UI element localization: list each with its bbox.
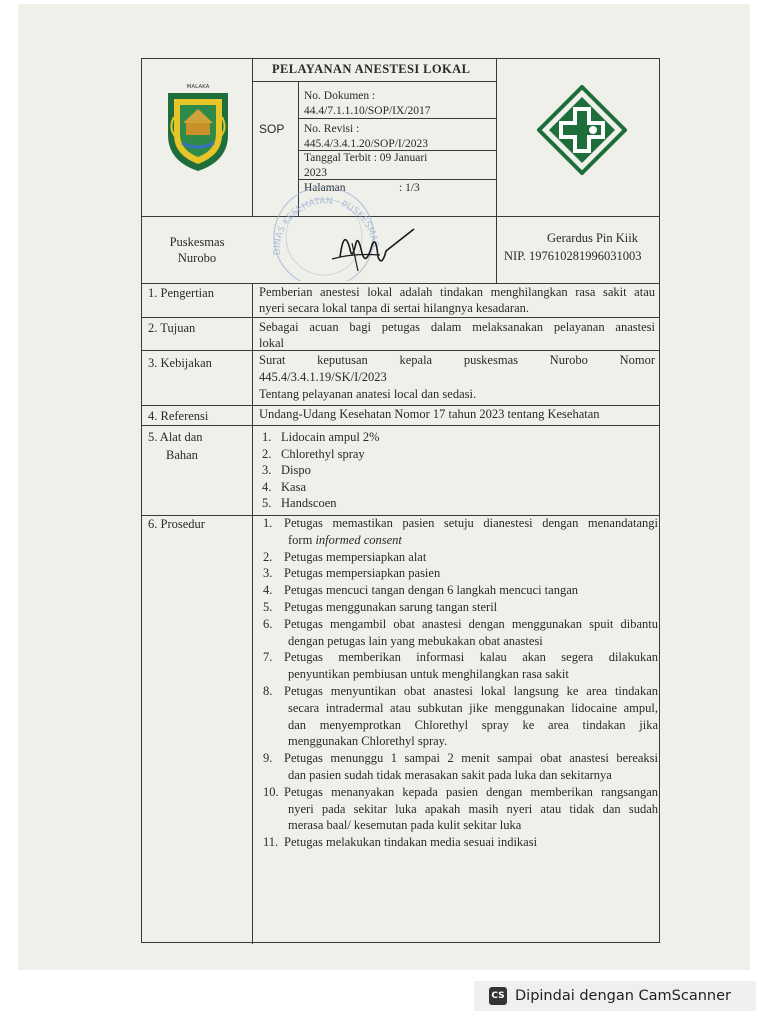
prosedur-step-line: Petugas melakukan tindakan media sesuai indikasi	[284, 835, 538, 850]
revision-value: 445.4/3.4.1.20/SOP/I/2023	[304, 138, 428, 150]
alat-item	[262, 495, 380, 512]
prosedur-step-emphasis: informed consent	[315, 532, 402, 547]
revision-label: No. Revisi :	[304, 123, 360, 135]
prosedur-step-number: 1.	[263, 516, 273, 530]
col-divider	[252, 59, 253, 216]
regency-emblem	[156, 77, 240, 175]
prosedur-step-line: Petugas menanyakan kepada pasien dengan memberikan rangsangan	[284, 784, 658, 799]
document-number	[304, 89, 431, 119]
signature-scribble	[322, 217, 422, 279]
row-divider	[142, 350, 659, 351]
prosedur-step-text: form	[288, 532, 316, 547]
prosedur-step-number: 8.	[263, 683, 273, 698]
prosedur-step-line: Petugas menunggu 1 sampai 2 menit sampai obat anastesi bereaksi	[284, 751, 658, 766]
section-label-alat-2: Bahan	[166, 448, 198, 462]
prosedur-step	[260, 683, 658, 750]
alat-item-number: 4.	[262, 479, 272, 494]
prosedur-step-line: nyeri pada sekitar luka apakah masih nyeri atau tidak dan sudah	[288, 801, 658, 816]
col-divider	[496, 59, 497, 283]
signer-name: Gerardus Pin Kiik	[547, 231, 638, 245]
stamp-text: DINAS KESEHATAN · PUSKESMAS	[272, 196, 380, 256]
alat-item-number: 2.	[262, 446, 272, 461]
health-cross-icon	[537, 85, 627, 175]
organization-line: Nurobo	[177, 250, 217, 265]
prosedur-step-number: 11.	[263, 835, 279, 850]
prosedur-step	[260, 834, 658, 851]
sop-document	[141, 58, 660, 943]
prosedur-step-number: 2.	[263, 549, 273, 564]
kebijakan-line: Surat keputusan kepala puskesmas Nurobo Nomor	[259, 353, 655, 367]
prosedur-list	[260, 515, 658, 851]
title-divider	[252, 81, 496, 82]
page-label: Halaman	[304, 182, 346, 194]
signer-nip: NIP. 197610281996031003	[504, 249, 642, 263]
alat-item-number: 3.	[262, 463, 272, 478]
prosedur-step-line: Petugas mempersiapkan pasien	[284, 566, 441, 581]
alat-item-number: 5.	[262, 496, 272, 511]
tujuan-line: lokal	[259, 336, 284, 350]
prosedur-step-number: 3.	[263, 566, 273, 581]
page-value: : 1/3	[399, 182, 420, 194]
alat-item	[262, 446, 380, 463]
section-label-referensi: 4. Referensi	[148, 409, 209, 423]
document-number-label: No. Dokumen :	[304, 90, 376, 102]
alat-item-text: Handscoen	[281, 496, 337, 511]
prosedur-step-line: Petugas menggunakan sarung tangan steril	[284, 599, 498, 614]
prosedur-step-line: merasa baal/ kesemutan pada kulit sekitar luka	[288, 818, 522, 833]
prosedur-step-number: 5.	[263, 599, 273, 614]
prosedur-step	[260, 549, 658, 566]
col-divider	[252, 283, 253, 944]
prosedur-step-number: 4.	[263, 583, 273, 598]
prosedur-step	[260, 750, 658, 784]
alat-list	[262, 429, 380, 512]
prosedur-step-line	[284, 532, 658, 549]
signature-icon	[322, 217, 422, 279]
prosedur-step	[260, 784, 658, 834]
section-label-pengertian: 1. Pengertian	[148, 286, 214, 300]
prosedur-step-line: menggunakan Chlorethyl spray.	[288, 734, 448, 749]
prosedur-step	[260, 515, 658, 549]
prosedur-step-number: 10.	[263, 784, 279, 799]
row-divider	[142, 425, 659, 426]
prosedur-step-number: 6.	[263, 616, 273, 631]
document-number-value: 44.4/7.1.1.10/SOP/IX/2017	[304, 105, 431, 117]
prosedur-step	[260, 649, 658, 683]
signature-divider	[142, 283, 659, 284]
alat-item	[262, 462, 380, 479]
camscanner-text: Dipindai dengan CamScanner	[515, 988, 732, 1004]
prosedur-step-number: 9.	[263, 751, 273, 766]
tujuan-line: Sebagai acuan bagi petugas dalam melaksanakan pelayanan anastesi	[259, 320, 655, 334]
prosedur-step	[260, 599, 658, 616]
alat-item	[262, 429, 380, 446]
organization-name	[166, 235, 228, 266]
prosedur-step-line: dengan petugas lain yang mebukakan obat anastesi	[288, 633, 543, 648]
section-label-tujuan: 2. Tujuan	[148, 321, 196, 335]
row-divider	[142, 317, 659, 318]
row-divider	[142, 405, 659, 406]
camscanner-logo-icon: CS	[489, 987, 507, 1005]
alat-item	[262, 479, 380, 496]
publish-date-label: Tanggal Terbit : 09 Januari	[304, 152, 428, 164]
pengertian-line: nyeri secara lokal tanpa di sertai hilangnya kesadaran.	[259, 301, 530, 315]
pengertian-line: Pemberian anestesi lokal adalah tindakan menghilangkan rasa sakit atau	[259, 285, 655, 299]
camscanner-watermark	[474, 981, 756, 1011]
section-label-kebijakan: 3. Kebijakan	[148, 356, 212, 370]
shield-logo-icon	[156, 77, 240, 175]
prosedur-step	[260, 565, 658, 582]
kebijakan-line: 445.4/3.4.1.19/SK/I/2023	[259, 370, 387, 384]
alat-item-number: 1.	[262, 430, 272, 444]
kebijakan-line: Tentang pelayanan anatesi local dan sedasi.	[259, 387, 477, 401]
sop-label: SOP	[259, 122, 285, 136]
prosedur-step-number: 7.	[263, 650, 273, 665]
prosedur-step-line: Petugas mempersiapkan alat	[284, 549, 427, 564]
prosedur-step-line: Petugas memberikan informasi kalau akan segera dilakukan	[284, 650, 658, 665]
prosedur-step-line: secara intradermal atau subkutan jike menggunakan lidocaine ampul,	[288, 700, 658, 715]
section-label-alat: 5. Alat dan	[148, 430, 203, 444]
organization-line: Puskesmas	[169, 235, 225, 249]
publish-date	[304, 151, 427, 180]
prosedur-step	[260, 616, 658, 650]
prosedur-step-line: penyuntikan pembiusan untuk menghilangkan rasa sakit	[288, 667, 569, 682]
prosedur-step-line: dan menyemprotkan Chlorethyl spray ke area tindakan jika	[288, 717, 658, 732]
publish-date-value: 2023	[304, 166, 327, 179]
prosedur-step-line: Petugas mengambil obat anastesi dengan menggunakan spuit dibantu	[284, 616, 658, 631]
referensi-line: Undang-Udang Kesehatan Nomor 17 tahun 2023 tentang Kesehatan	[259, 407, 600, 421]
prosedur-step-line: Petugas menyuntikan obat anastesi lokal langsung ke area tindakan	[284, 683, 658, 698]
prosedur-step-line: Petugas mencuci tangan dengan 6 langkah mencuci tangan	[284, 583, 578, 598]
document-title: PELAYANAN ANESTESI LOKAL	[272, 62, 471, 76]
prosedur-step-line: Petugas memastikan pasien setuju dianestesi dengan menandatangi	[284, 516, 658, 530]
alat-item-text: Chlorethyl spray	[281, 446, 365, 461]
revision-number	[304, 122, 428, 152]
alat-item-text: Dispo	[281, 463, 311, 478]
alat-item-text: Lidocain ampul 2%	[281, 430, 380, 444]
prosedur-step-line: dan pasien sudah tidak merasakan sakit pada luka dan sekitarnya	[288, 767, 612, 782]
puskesmas-logo	[537, 85, 627, 175]
section-label-prosedur: 6. Prosedur	[148, 517, 205, 531]
logo-text: MALAKA	[186, 84, 210, 90]
alat-item-text: Kasa	[281, 479, 306, 494]
prosedur-step	[260, 582, 658, 599]
